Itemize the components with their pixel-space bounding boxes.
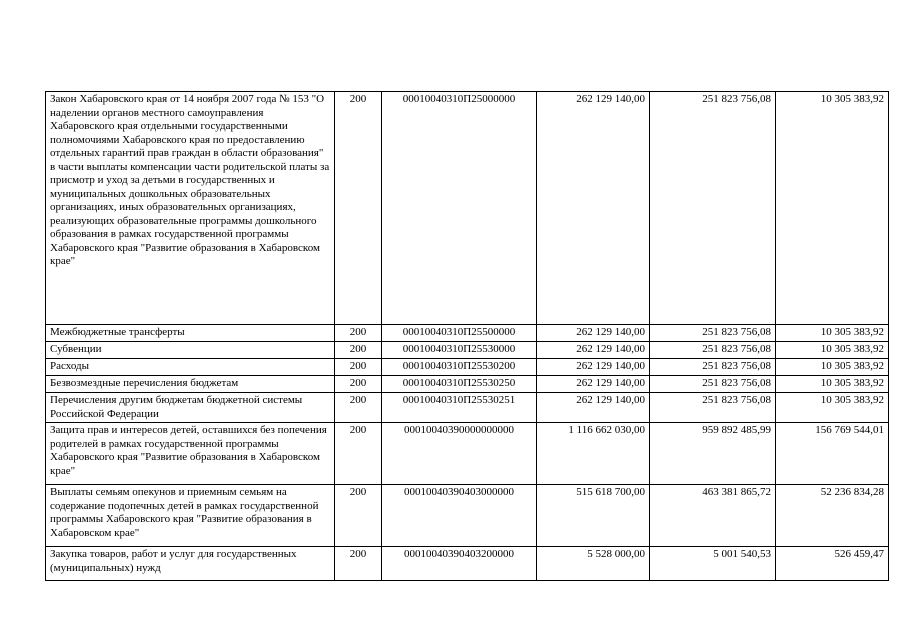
row-code-cell: 200 bbox=[335, 547, 382, 581]
table-row bbox=[46, 342, 889, 359]
table-row bbox=[46, 485, 889, 547]
row-code-cell: 200 bbox=[335, 423, 382, 485]
row-classification-code-cell: 00010040310П25530251 bbox=[382, 393, 537, 423]
row-unexecuted-amount-cell: 52 236 834,28 bbox=[776, 485, 889, 547]
row-approved-amount-cell: 262 129 140,00 bbox=[537, 342, 650, 359]
row-code-cell: 200 bbox=[335, 393, 382, 423]
row-name-cell: Перечисления другим бюджетам бюджетной системы Российской Федерации bbox=[46, 393, 335, 423]
row-name-cell: Закон Хабаровского края от 14 ноября 2007 года № 153 "О наделении органов местного самоуправления Хабаровского края отдельными государственными полномочиями Хабаровского края по предоставлению отдельных гарантий прав граждан в области образования" в части выплаты компенсации части родительской платы за присмотр и уход за детьми в государственных и муниципальных дошкольных образовательных организациях, иных образовательных организациях, реализующих образовательные программы дошкольного образования в рамках государственной программы Хабаровского края "Развитие образования в Хабаровском крае" bbox=[46, 92, 335, 325]
table-row bbox=[46, 376, 889, 393]
row-unexecuted-amount-cell: 10 305 383,92 bbox=[776, 376, 889, 393]
row-unexecuted-amount-cell: 526 459,47 bbox=[776, 547, 889, 581]
row-executed-amount-cell: 251 823 756,08 bbox=[650, 92, 776, 325]
budget-execution-table bbox=[45, 91, 889, 581]
row-code-cell: 200 bbox=[335, 325, 382, 342]
table-row bbox=[46, 359, 889, 376]
table-row bbox=[46, 423, 889, 485]
row-unexecuted-amount-cell: 156 769 544,01 bbox=[776, 423, 889, 485]
row-approved-amount-cell: 262 129 140,00 bbox=[537, 325, 650, 342]
row-approved-amount-cell: 262 129 140,00 bbox=[537, 92, 650, 325]
row-classification-code-cell: 00010040310П25000000 bbox=[382, 92, 537, 325]
row-name-cell: Межбюджетные трансферты bbox=[46, 325, 335, 342]
row-approved-amount-cell: 515 618 700,00 bbox=[537, 485, 650, 547]
row-classification-code-cell: 00010040390403000000 bbox=[382, 485, 537, 547]
table-row bbox=[46, 92, 889, 325]
row-executed-amount-cell: 251 823 756,08 bbox=[650, 342, 776, 359]
row-executed-amount-cell: 251 823 756,08 bbox=[650, 325, 776, 342]
table-row bbox=[46, 325, 889, 342]
row-unexecuted-amount-cell: 10 305 383,92 bbox=[776, 92, 889, 325]
table-row bbox=[46, 547, 889, 581]
row-classification-code-cell: 00010040390403200000 bbox=[382, 547, 537, 581]
row-classification-code-cell: 00010040310П25530000 bbox=[382, 342, 537, 359]
row-executed-amount-cell: 463 381 865,72 bbox=[650, 485, 776, 547]
row-approved-amount-cell: 1 116 662 030,00 bbox=[537, 423, 650, 485]
row-name-cell: Безвозмездные перечисления бюджетам bbox=[46, 376, 335, 393]
row-approved-amount-cell: 262 129 140,00 bbox=[537, 393, 650, 423]
row-name-cell: Закупка товаров, работ и услуг для государственных (муниципальных) нужд bbox=[46, 547, 335, 581]
row-classification-code-cell: 00010040310П25530200 bbox=[382, 359, 537, 376]
row-code-cell: 200 bbox=[335, 485, 382, 547]
row-code-cell: 200 bbox=[335, 359, 382, 376]
row-classification-code-cell: 00010040390000000000 bbox=[382, 423, 537, 485]
row-unexecuted-amount-cell: 10 305 383,92 bbox=[776, 359, 889, 376]
row-approved-amount-cell: 262 129 140,00 bbox=[537, 376, 650, 393]
row-approved-amount-cell: 5 528 000,00 bbox=[537, 547, 650, 581]
row-unexecuted-amount-cell: 10 305 383,92 bbox=[776, 393, 889, 423]
row-executed-amount-cell: 959 892 485,99 bbox=[650, 423, 776, 485]
row-code-cell: 200 bbox=[335, 92, 382, 325]
row-classification-code-cell: 00010040310П25530250 bbox=[382, 376, 537, 393]
row-name-cell: Выплаты семьям опекунов и приемным семьям на содержание подопечных детей в рамках государственной программы Хабаровского края "Развитие образования в Хабаровском крае" bbox=[46, 485, 335, 547]
row-name-cell: Защита прав и интересов детей, оставшихся без попечения родителей в рамках государственной программы Хабаровского края "Развитие образования в Хабаровском крае" bbox=[46, 423, 335, 485]
row-executed-amount-cell: 5 001 540,53 bbox=[650, 547, 776, 581]
row-unexecuted-amount-cell: 10 305 383,92 bbox=[776, 325, 889, 342]
row-executed-amount-cell: 251 823 756,08 bbox=[650, 359, 776, 376]
row-unexecuted-amount-cell: 10 305 383,92 bbox=[776, 342, 889, 359]
row-approved-amount-cell: 262 129 140,00 bbox=[537, 359, 650, 376]
table-row bbox=[46, 393, 889, 423]
row-executed-amount-cell: 251 823 756,08 bbox=[650, 376, 776, 393]
row-name-cell: Расходы bbox=[46, 359, 335, 376]
row-code-cell: 200 bbox=[335, 342, 382, 359]
row-classification-code-cell: 00010040310П25500000 bbox=[382, 325, 537, 342]
row-executed-amount-cell: 251 823 756,08 bbox=[650, 393, 776, 423]
row-code-cell: 200 bbox=[335, 376, 382, 393]
row-name-cell: Субвенции bbox=[46, 342, 335, 359]
